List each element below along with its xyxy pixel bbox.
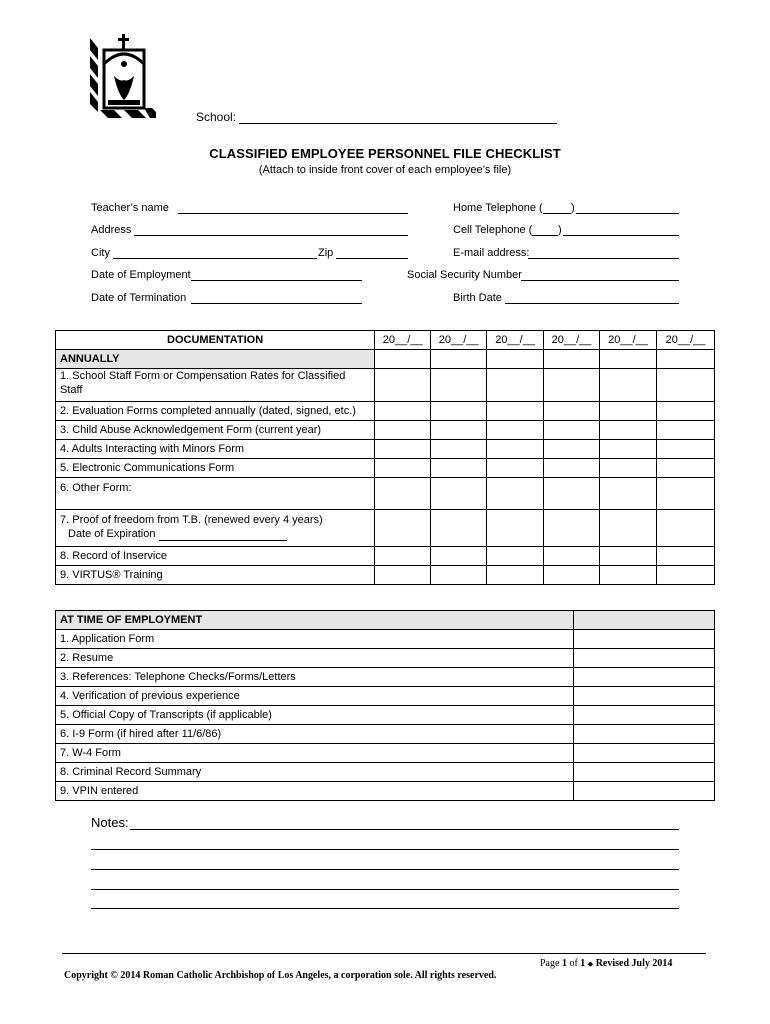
doc-item: 9. VIRTUS® Training	[56, 566, 375, 585]
checkbox-cell[interactable]	[375, 547, 431, 566]
doc-item-text: 7. Proof of freedom from T.B. (renewed every 4 years)	[60, 514, 323, 526]
employment-item: 3. References: Telephone Checks/Forms/Letters	[56, 668, 574, 687]
checkbox-cell[interactable]	[544, 566, 600, 585]
checkbox-cell[interactable]	[487, 459, 544, 478]
notes-line[interactable]	[91, 908, 679, 909]
checkbox-cell[interactable]	[574, 725, 715, 744]
employment-item: 4. Verification of previous experience	[56, 687, 574, 706]
doc-item: 6. Other Form:	[56, 478, 375, 510]
page-total: 1	[580, 958, 586, 969]
employment-header: AT TIME OF EMPLOYMENT	[56, 611, 574, 630]
checkbox-cell[interactable]	[487, 510, 544, 547]
employment-item: 8. Criminal Record Summary	[56, 763, 574, 782]
cell-phone-field[interactable]	[563, 223, 679, 236]
documentation-table	[55, 330, 715, 585]
year-column-header: 20__/__	[600, 331, 657, 350]
checkbox-cell[interactable]	[544, 440, 600, 459]
checkbox-cell[interactable]	[574, 630, 715, 649]
checkbox-cell[interactable]	[487, 369, 544, 402]
doc-item: 5. Electronic Communications Form	[56, 459, 375, 478]
employment-item: 7. W-4 Form	[56, 744, 574, 763]
zip-field[interactable]	[336, 246, 408, 259]
doc-item-text-cont: Staff	[60, 384, 83, 396]
teacher-name-field[interactable]	[178, 201, 408, 214]
footer-divider	[62, 953, 706, 954]
year-column-header: 20__/__	[544, 331, 600, 350]
checkbox-cell[interactable]	[656, 478, 714, 510]
ssn-field[interactable]	[521, 268, 679, 281]
doc-item: 4. Adults Interacting with Minors Form	[56, 440, 375, 459]
employment-item: 1. Application Form	[56, 630, 574, 649]
checkbox-cell[interactable]	[574, 782, 715, 801]
checkbox-cell[interactable]	[574, 763, 715, 782]
checkbox-cell[interactable]	[487, 478, 544, 510]
checkbox-cell[interactable]	[600, 478, 657, 510]
year-column-header: 20__/__	[375, 331, 431, 350]
page-indicator	[540, 958, 672, 969]
checkbox-cell[interactable]	[487, 350, 544, 369]
notes-line[interactable]	[91, 869, 679, 870]
notes-line[interactable]	[91, 889, 679, 890]
checkbox-cell[interactable]	[574, 706, 715, 725]
city-field[interactable]	[113, 246, 317, 259]
checkbox-cell[interactable]	[375, 402, 431, 421]
revised-date: Revised July 2014	[595, 958, 673, 969]
doc-item	[56, 369, 375, 402]
doc-item: 8. Record of Inservice	[56, 547, 375, 566]
home-phone-paren: )	[571, 202, 575, 214]
birth-date-field[interactable]	[505, 291, 679, 304]
date-employment-field[interactable]	[191, 268, 362, 281]
checkbox-cell[interactable]	[600, 350, 657, 369]
doc-item: 2. Evaluation Forms completed annually (dated, signed, etc.)	[56, 402, 375, 421]
checkbox-cell[interactable]	[487, 440, 544, 459]
address-label: Address	[91, 224, 132, 236]
checkbox-cell[interactable]	[375, 421, 431, 440]
checkbox-cell[interactable]	[600, 421, 657, 440]
checkbox-cell[interactable]	[375, 459, 431, 478]
checkbox-cell[interactable]	[574, 649, 715, 668]
doc-item-text: 1. School Staff Form or Compensation Rates for Classified	[60, 370, 346, 382]
checkbox-cell[interactable]	[544, 421, 600, 440]
checkbox-cell[interactable]	[574, 744, 715, 763]
year-column-header: 20__/__	[487, 331, 544, 350]
checkbox-cell[interactable]	[600, 402, 657, 421]
checkbox-cell[interactable]	[431, 421, 487, 440]
copyright-text: Copyright © 2014 Roman Catholic Archbishop of Los Angeles, a corporation sole. All rights reserved.	[64, 970, 497, 981]
cell-phone-label: Cell Telephone (	[453, 224, 533, 236]
checkbox-cell[interactable]	[431, 510, 487, 547]
checkbox-cell[interactable]	[544, 459, 600, 478]
cross-icon	[122, 34, 125, 50]
checkbox-cell[interactable]	[574, 687, 715, 706]
checkbox-cell[interactable]	[656, 421, 714, 440]
page-of: of	[569, 958, 578, 969]
date-termination-field[interactable]	[191, 291, 362, 304]
page-current: 1	[561, 958, 567, 969]
archdiocese-logo	[88, 34, 158, 118]
employment-table	[55, 610, 715, 801]
checkbox-cell[interactable]	[600, 440, 657, 459]
notes-label: Notes:	[91, 815, 129, 830]
checkbox-cell[interactable]	[375, 440, 431, 459]
home-phone-area-field[interactable]	[543, 201, 571, 214]
ssn-label: Social Security Number	[407, 269, 522, 281]
checkbox-cell[interactable]	[375, 369, 431, 402]
checkbox-cell[interactable]	[375, 478, 431, 510]
checkbox-cell[interactable]	[600, 459, 657, 478]
checkbox-cell[interactable]	[544, 547, 600, 566]
doc-item: 3. Child Abuse Acknowledgement Form (current year)	[56, 421, 375, 440]
checkbox-cell[interactable]	[431, 369, 487, 402]
year-column-header: 20__/__	[656, 331, 714, 350]
checkbox-cell[interactable]	[431, 350, 487, 369]
checkbox-cell[interactable]	[375, 566, 431, 585]
checkbox-cell[interactable]	[656, 402, 714, 421]
school-label: School:	[196, 110, 237, 124]
checkbox-cell[interactable]	[431, 459, 487, 478]
checkbox-cell[interactable]	[656, 369, 714, 402]
checkbox-cell[interactable]	[431, 478, 487, 510]
doc-item	[56, 510, 375, 547]
checkbox-cell[interactable]	[656, 440, 714, 459]
email-field[interactable]	[528, 246, 679, 259]
checkbox-cell[interactable]	[600, 547, 657, 566]
notes-line[interactable]	[91, 849, 679, 850]
wings-icon	[114, 76, 134, 100]
school-field[interactable]	[196, 110, 557, 124]
checkbox-cell[interactable]	[375, 510, 431, 547]
checkbox-cell[interactable]	[544, 402, 600, 421]
teacher-name-label: Teacher’s name	[91, 202, 169, 214]
diamond-icon: ◆	[587, 960, 594, 968]
checkbox-cell[interactable]	[656, 547, 714, 566]
year-column-header: 20__/__	[431, 331, 487, 350]
cell-phone-area-field[interactable]	[532, 223, 558, 236]
notes-line[interactable]	[130, 829, 679, 830]
employment-item: 6. I-9 Form (if hired after 11/6/86)	[56, 725, 574, 744]
checkbox-cell[interactable]	[431, 440, 487, 459]
email-label: E-mail address:	[453, 247, 530, 259]
checkbox-cell[interactable]	[656, 510, 714, 547]
employment-item: 5. Official Copy of Transcripts (if applicable)	[56, 706, 574, 725]
documentation-header: DOCUMENTATION	[56, 331, 375, 350]
date-employment-label: Date of Employment	[91, 269, 191, 281]
checkbox-cell[interactable]	[600, 369, 657, 402]
expiration-label: Date of Expiration	[68, 528, 156, 540]
checkbox-cell[interactable]	[431, 566, 487, 585]
date-termination-label: Date of Termination	[91, 292, 187, 304]
checkbox-cell[interactable]	[487, 547, 544, 566]
checkbox-cell[interactable]	[544, 510, 600, 547]
checkbox-cell[interactable]	[574, 611, 715, 630]
home-phone-field[interactable]	[576, 201, 679, 214]
checkbox-cell[interactable]	[544, 478, 600, 510]
checkbox-cell[interactable]	[656, 566, 714, 585]
checkbox-cell[interactable]	[431, 547, 487, 566]
checkbox-cell[interactable]	[600, 566, 657, 585]
employment-item: 2. Resume	[56, 649, 574, 668]
expiration-row	[60, 527, 370, 541]
birth-date-label: Birth Date	[453, 292, 502, 304]
annually-section-label: ANNUALLY	[56, 350, 375, 369]
school-input-line[interactable]	[239, 111, 557, 124]
form-title: CLASSIFIED EMPLOYEE PERSONNEL FILE CHECKLIST	[209, 146, 561, 161]
checkbox-cell[interactable]	[487, 566, 544, 585]
checkbox-cell[interactable]	[487, 421, 544, 440]
checkbox-cell[interactable]	[656, 350, 714, 369]
zip-label: Zip	[318, 247, 334, 259]
form-subtitle: (Attach to inside front cover of each employee’s file)	[258, 164, 512, 176]
page-prefix: Page	[540, 958, 560, 969]
checkbox-cell[interactable]	[656, 459, 714, 478]
checkbox-cell[interactable]	[600, 510, 657, 547]
checkbox-cell[interactable]	[574, 668, 715, 687]
checkbox-cell[interactable]	[544, 350, 600, 369]
city-label: City	[91, 247, 110, 259]
employment-item: 9. VPIN entered	[56, 782, 574, 801]
checkbox-cell[interactable]	[544, 369, 600, 402]
home-phone-label: Home Telephone (	[453, 202, 543, 214]
checkbox-cell[interactable]	[487, 402, 544, 421]
checkbox-cell[interactable]	[431, 402, 487, 421]
expiration-date-field[interactable]	[159, 528, 287, 541]
address-field[interactable]	[134, 223, 408, 236]
cell-phone-paren: )	[558, 224, 562, 236]
checkbox-cell[interactable]	[375, 350, 431, 369]
